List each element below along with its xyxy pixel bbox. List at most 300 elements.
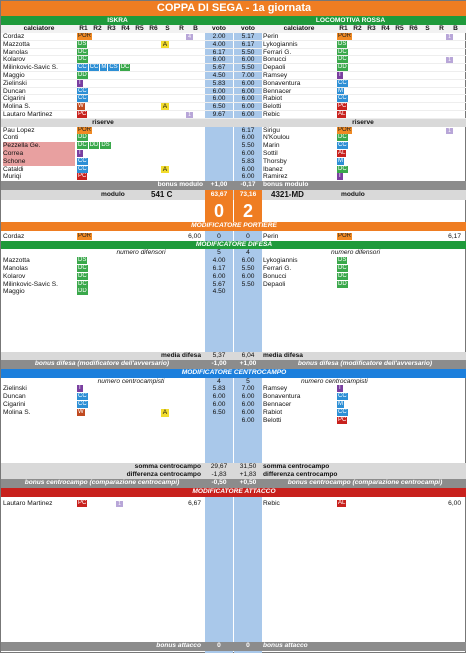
centrocampo-title: MODIFICATORE CENTROCAMPO [181, 368, 287, 376]
home-player-name: Lautaro Martinez [3, 111, 53, 118]
away-portiere-voto: 6,17 [448, 232, 461, 240]
role-tag: POR [338, 126, 352, 133]
centrocampo-header [1, 369, 466, 378]
home-centrocampista-name: Zielinski [3, 385, 27, 393]
away-attaccante-voto: 6,00 [448, 499, 461, 507]
home-reserve-name: Muriqi [3, 173, 21, 181]
away-centrocampista-voto: 6.00 [241, 393, 255, 401]
role-tag: M [338, 401, 343, 407]
home-player-name: Zielinski [3, 79, 27, 87]
score-row [1, 200, 466, 222]
away-team-name: LOCOMOTIVA ROSSA [315, 17, 386, 24]
player-row [1, 64, 466, 72]
role-tag: DC [78, 265, 87, 271]
bonus-centrocampo-row [1, 479, 466, 488]
role-tag: DC [338, 265, 347, 271]
home-num-centrocampisti: 4 [217, 377, 221, 385]
page-title: COPPA DI SEGA - 1a giornata [1, 1, 466, 16]
home-reserve-roles [77, 127, 205, 135]
home-total: 63,67 [205, 190, 233, 200]
away-bonus-attacco-label: bonus attacco [263, 642, 308, 649]
role-tag: CC [338, 393, 347, 400]
home-centrocampista-role [77, 409, 205, 417]
role-tag: DS [78, 257, 87, 264]
bonus-attacco-row [1, 642, 466, 651]
away-player-voto: 7.00 [241, 72, 255, 79]
away-total: 73,16 [234, 190, 262, 200]
away-centrocampista-voto: 6.00 [241, 401, 255, 408]
away-difensore-voto: 6.00 [241, 257, 255, 265]
home-centrocampista-role [77, 393, 205, 401]
role-tag: M [338, 157, 343, 164]
away-media-difesa: 6,04 [241, 352, 255, 360]
role-tag: DC [338, 272, 347, 279]
away-num-difensori-label: numero difensori [331, 249, 381, 257]
difesa-row [1, 288, 466, 296]
home-portiere-voto: 6,00 [188, 232, 201, 240]
away-reserve-voto: 6.17 [241, 126, 255, 134]
away-centrocampista-role [337, 393, 465, 401]
away-reserve-voto: 5.50 [241, 142, 255, 150]
role-tag: DC [120, 64, 130, 71]
role-tag: CC [78, 87, 87, 94]
home-col-header: B [193, 25, 198, 32]
away-player-name: Bonucci [263, 56, 287, 64]
home-player-voto: 5.83 [212, 79, 226, 87]
home-bonus-cc: -0,50 [211, 479, 227, 486]
role-tag: DC [338, 165, 347, 172]
home-player-voto: 6.50 [212, 103, 226, 110]
away-centrocampista-role [337, 385, 465, 393]
away-player-voto: 5.17 [241, 33, 255, 40]
away-modulo-label: modulo [341, 191, 365, 198]
home-num-centrocampisti-label: numero centrocampisti [97, 377, 165, 385]
role-tag: CC [89, 64, 99, 71]
away-bonus-cc: +0,50 [239, 479, 257, 486]
home-reserve-name: Pezzella Ge. [3, 142, 75, 150]
home-reserve-name: Conti [3, 134, 19, 142]
away-col-header: R3 [367, 25, 376, 32]
away-reserve-name: Marin [263, 142, 280, 150]
home-difensore-name: Maggio [3, 288, 25, 296]
home-team-name: ISKRA [107, 17, 128, 24]
away-player-name: Rebic [263, 111, 280, 118]
away-reserve-name: Sottil [263, 150, 278, 157]
home-player-voto: 5.67 [212, 64, 226, 71]
home-difensore-role [77, 288, 205, 296]
home-media-difesa: 5,37 [212, 352, 226, 360]
away-portiere-name: Perin [263, 232, 279, 240]
bonus-marker: 1 [446, 128, 453, 134]
home-somma-label: somma centrocampo [134, 463, 201, 471]
away-difensore-name: Ferrari G. [263, 265, 292, 272]
role-tag: DD [78, 134, 87, 141]
bonus-marker: 1 [186, 112, 193, 118]
difesa-row [1, 257, 466, 265]
away-difensore-voto: 5.50 [241, 265, 255, 272]
away-reserve-name: N'Koulou [263, 134, 290, 142]
home-reserve-roles [77, 150, 205, 158]
role-tag: T [338, 173, 342, 180]
home-difensore-role [77, 273, 205, 281]
role-tag: W [78, 408, 84, 415]
away-player-voto: 6.00 [241, 111, 255, 118]
home-modulo-label: modulo [101, 191, 125, 198]
away-player-roles [337, 95, 465, 102]
difesa-row [1, 273, 466, 281]
away-difensore-name: Lykogiannis [263, 257, 298, 265]
home-player-voto: 2.00 [212, 33, 226, 40]
home-difensore-voto: 5.67 [212, 280, 226, 288]
away-player-roles [337, 88, 465, 95]
home-player-roles [77, 41, 205, 48]
home-player-name: Kolarov [3, 56, 26, 64]
role-tag: PC [338, 103, 347, 110]
role-tag: POR [338, 232, 352, 239]
away-player-roles [337, 80, 465, 87]
away-player-voto: 6.00 [241, 87, 255, 95]
away-player-name: Belotti [263, 103, 282, 110]
home-difensore-role [77, 281, 205, 289]
player-row [1, 103, 466, 111]
role-tag: AL [338, 111, 346, 117]
home-attaccante-voto: 6,67 [188, 499, 201, 507]
home-centrocampista-role [77, 385, 205, 393]
home-bonus-modulo-label: bonus modulo [157, 181, 203, 189]
home-difensore-name: Manolas [3, 265, 28, 272]
bonus-marker: 1 [446, 34, 453, 40]
centrocampo-row [1, 417, 466, 425]
home-player-roles [77, 72, 205, 79]
home-portiere-name: Cordaz [3, 232, 25, 240]
away-col-header: R5 [395, 25, 404, 32]
home-reserve-name: Correa [3, 150, 75, 158]
away-reserve-voto: 6.00 [241, 165, 255, 173]
role-tag: DD [78, 72, 87, 78]
role-tag: AL [338, 150, 346, 156]
home-player-voto: 6.00 [212, 95, 226, 103]
role-tag: CC [78, 95, 87, 102]
role-tag: T [338, 72, 342, 78]
away-centrocampista-role [337, 417, 465, 425]
away-reserve-roles [337, 166, 465, 174]
home-player-roles [77, 103, 205, 110]
home-difensore-role [77, 257, 205, 265]
away-player-voto: 5.50 [241, 64, 255, 71]
away-player-roles [337, 103, 465, 110]
home-num-difensori-label: numero difensori [116, 249, 166, 257]
home-ammonizione: A [162, 165, 168, 173]
riserve-header [1, 119, 466, 127]
home-calciatore-header: calciatore [23, 25, 55, 32]
player-row [1, 49, 466, 57]
role-tag: T [78, 79, 82, 86]
home-player-voto: 6.00 [212, 87, 226, 95]
reserve-row [1, 173, 466, 181]
home-centrocampista-name: Cigarini [3, 401, 26, 408]
home-score: 0 [205, 200, 233, 222]
away-reserve-name: Ramirez [263, 173, 288, 181]
portiere-row [1, 233, 466, 241]
home-diff: -1,83 [211, 471, 227, 479]
home-reserve-name: Pau Lopez [3, 126, 35, 134]
role-tag: DD [89, 142, 99, 149]
away-portiere-mod: 0 [246, 232, 250, 240]
away-modulo: 4321-MD [271, 190, 304, 199]
home-centrocampista-voto: 6.50 [212, 408, 226, 416]
home-attaccante-name: Lautaro Martinez [3, 499, 53, 507]
home-difensore-voto: 6.00 [212, 272, 226, 280]
home-bonus-cc-label: bonus centrocampo (comparazione centrocampi) [24, 479, 180, 486]
home-player-voto: 4.50 [212, 72, 226, 79]
away-num-centrocampisti: 5 [246, 377, 250, 385]
home-somma: 29,67 [210, 463, 228, 471]
reserve-row [1, 158, 466, 166]
away-centrocampista-name: Rabiot [263, 408, 283, 416]
home-ammonizione: A [162, 103, 168, 110]
away-col-header: R6 [409, 25, 418, 32]
home-difensore-voto: 4.00 [212, 257, 226, 265]
home-player-name: Manolas [3, 48, 28, 56]
centrocampo-row [1, 409, 466, 417]
away-difensore-name: Bonucci [263, 272, 287, 280]
away-player-voto: 6.00 [241, 95, 255, 103]
away-difensore-voto: 6.00 [241, 272, 255, 280]
home-voto-header: voto [212, 25, 226, 32]
player-row [1, 56, 466, 64]
player-row [1, 88, 466, 96]
away-player-roles [337, 41, 465, 48]
role-tag: PC [78, 499, 87, 506]
home-col-header: R2 [93, 25, 102, 32]
role-tag: W [78, 103, 84, 110]
role-tag: PC [338, 416, 347, 423]
home-difensore-role [77, 265, 205, 273]
away-col-header: R1 [339, 25, 348, 32]
attacco-title: MODIFICATORE ATTACCO [192, 487, 276, 495]
home-num-difensori: 5 [217, 249, 221, 257]
home-difensore-name: Mazzotta [3, 257, 30, 265]
portiere-header [1, 222, 466, 231]
away-difensore-name: Depaoli [263, 280, 286, 288]
away-score: 2 [234, 200, 262, 222]
away-bonus-cc-label: bonus centrocampo (comparazione centrocampi) [287, 479, 443, 486]
away-somma-label: somma centrocampo [263, 463, 330, 471]
away-reserve-roles [337, 150, 465, 158]
away-player-name: Rabiot [263, 95, 283, 103]
away-player-roles [337, 49, 465, 56]
home-player-name: Duncan [3, 87, 26, 95]
home-difensore-voto: 4.50 [212, 288, 226, 296]
difesa-num-row [1, 249, 466, 257]
away-reserve-name: Ibanez [263, 165, 283, 173]
role-tag: DC [338, 56, 347, 63]
role-tag: DC [78, 142, 87, 149]
media-difesa-row [1, 352, 466, 360]
home-reserve-roles [77, 142, 205, 150]
home-player-name: Cigarini [3, 95, 26, 103]
away-reserve-name: Sirigu [263, 126, 280, 134]
away-riserve-label: riserve [352, 118, 374, 126]
role-tag: DC [78, 272, 87, 279]
role-tag: CC [338, 408, 347, 415]
reserve-row [1, 166, 466, 174]
role-tag: DC [338, 48, 347, 55]
reserve-row [1, 150, 466, 158]
role-tag: CC [78, 393, 87, 400]
away-player-roles [337, 72, 465, 79]
reserve-row [1, 134, 466, 142]
away-reserve-name: Thorsby [263, 157, 287, 165]
home-player-name: Mazzotta [3, 40, 30, 48]
home-difensore-name: Milinkovic-Savic S. [3, 280, 58, 288]
home-reserve-roles [77, 134, 205, 142]
away-centrocampista-name: Belotti [263, 416, 282, 424]
reserve-row [1, 142, 466, 150]
teams-header [1, 16, 466, 25]
role-tag: CC [338, 142, 347, 149]
role-tag: T [78, 385, 82, 392]
away-centrocampista-voto: 7.00 [241, 385, 255, 393]
home-player-roles [77, 95, 205, 102]
away-difensore-role [337, 281, 465, 289]
away-reserve-voto: 6.00 [241, 173, 255, 181]
away-diff: +1,83 [239, 471, 257, 479]
away-calciatore-header: calciatore [283, 25, 315, 32]
away-reserve-voto: 6.00 [241, 134, 255, 142]
difesa-title: MODIFICATORE DIFESA [195, 240, 273, 248]
away-player-name: Bonaventura [263, 79, 301, 87]
away-player-voto: 6.00 [241, 56, 255, 64]
difesa-row [1, 265, 466, 273]
away-media-label: media difesa [263, 352, 303, 360]
home-bonus-modulo: +1,00 [210, 181, 228, 189]
role-tag: PC [78, 173, 87, 180]
home-player-voto: 6.17 [212, 48, 226, 56]
away-player-voto: 6.00 [241, 79, 255, 87]
role-tag: DS [101, 142, 110, 149]
home-col-header: R5 [135, 25, 144, 32]
home-bonus-attacco-label: bonus attacco [156, 642, 201, 649]
away-centrocampista-voto: 6.00 [241, 416, 255, 424]
home-riserve-label: riserve [92, 118, 114, 126]
role-tag: PC [78, 111, 87, 117]
column-headers [1, 25, 466, 33]
away-centrocampista-name: Bonaventura [263, 393, 301, 401]
home-centrocampista-name: Molina S. [3, 408, 31, 416]
away-difensore-role [337, 273, 465, 281]
bonus-marker: 4 [186, 34, 193, 40]
role-tag: AL [338, 499, 346, 506]
away-bonus-difesa-label: bonus difesa (modificatore dell'avversario) [297, 360, 433, 367]
home-player-roles [77, 88, 205, 95]
role-tag: CC [78, 157, 87, 164]
home-player-name: Maggio [3, 72, 25, 79]
away-col-header: R [439, 25, 444, 32]
away-bonus-difesa: +1,00 [239, 360, 257, 367]
player-row [1, 95, 466, 103]
away-centrocampista-role [337, 401, 465, 409]
away-centrocampista-voto: 6.00 [241, 408, 255, 416]
away-bonus-attacco: 0 [246, 642, 250, 649]
away-diff-label: differenza centrocampo [263, 471, 338, 479]
away-player-name: Ramsey [263, 72, 288, 79]
bonus-marker: 1 [116, 501, 123, 507]
home-reserve-roles [77, 166, 205, 174]
role-tag: DC [338, 134, 347, 141]
home-bonus-attacco: 0 [217, 642, 221, 649]
player-row [1, 33, 466, 41]
role-tag: DS [78, 40, 87, 47]
away-col-header: R4 [381, 25, 390, 32]
home-media-label: media difesa [161, 352, 201, 360]
role-tag: POR [338, 33, 352, 39]
role-tag: T [78, 150, 82, 156]
player-row [1, 80, 466, 88]
away-player-voto: 6.00 [241, 103, 255, 110]
away-player-name: Lykogiannis [263, 40, 298, 48]
role-tag: POR [78, 126, 92, 133]
home-player-name: Molina S. [3, 103, 31, 110]
difesa-header [1, 241, 466, 250]
away-col-header: S [425, 25, 430, 32]
player-row [1, 72, 466, 80]
home-centrocampista-name: Duncan [3, 393, 26, 401]
away-player-name: Perin [263, 33, 279, 40]
difesa-row [1, 281, 466, 289]
away-bonus-modulo: -0,17 [240, 181, 256, 189]
role-tag: POR [78, 232, 92, 239]
home-centrocampista-voto: 6.00 [212, 401, 226, 408]
home-bonus-difesa: -1,00 [211, 360, 227, 367]
home-centrocampista-role [77, 401, 205, 409]
attacco-header [1, 488, 466, 497]
away-difensore-role [337, 257, 465, 265]
role-tag: POR [78, 33, 92, 39]
home-reserve-roles [77, 173, 205, 181]
away-attaccante-name: Rebic [263, 499, 280, 507]
role-tag: T [338, 385, 342, 392]
home-col-header: R6 [149, 25, 158, 32]
role-tag: CC [78, 401, 87, 407]
role-tag: CS [109, 64, 118, 71]
home-col-header: R3 [107, 25, 116, 32]
centrocampo-row [1, 401, 466, 409]
away-player-name: Bennacer [263, 87, 292, 95]
home-centrocampista-voto: 5.83 [212, 385, 226, 393]
home-player-name: Cordaz [3, 33, 25, 40]
differenza-row [1, 471, 466, 479]
away-num-centrocampisti-label: numero centrocampisti [301, 377, 368, 385]
home-reserve-roles [77, 158, 205, 166]
role-tag: DD [338, 64, 347, 71]
home-reserve-name: Schone [3, 158, 75, 166]
away-difensore-voto: 5.50 [241, 280, 255, 288]
away-somma: 31,50 [239, 463, 257, 471]
away-player-roles [337, 64, 465, 71]
away-player-name: Depaoli [263, 64, 286, 71]
home-centrocampista-voto: 6.00 [212, 393, 226, 401]
home-portiere-mod: 0 [217, 232, 221, 240]
home-player-roles [77, 49, 205, 56]
role-tag: DS [338, 40, 347, 47]
role-tag: DC [78, 48, 87, 55]
home-player-voto: 6.00 [212, 56, 226, 64]
role-tag: CC [78, 64, 87, 71]
away-centrocampista-name: Bennacer [263, 401, 292, 408]
away-player-roles [337, 111, 465, 118]
home-player-roles [77, 56, 205, 63]
